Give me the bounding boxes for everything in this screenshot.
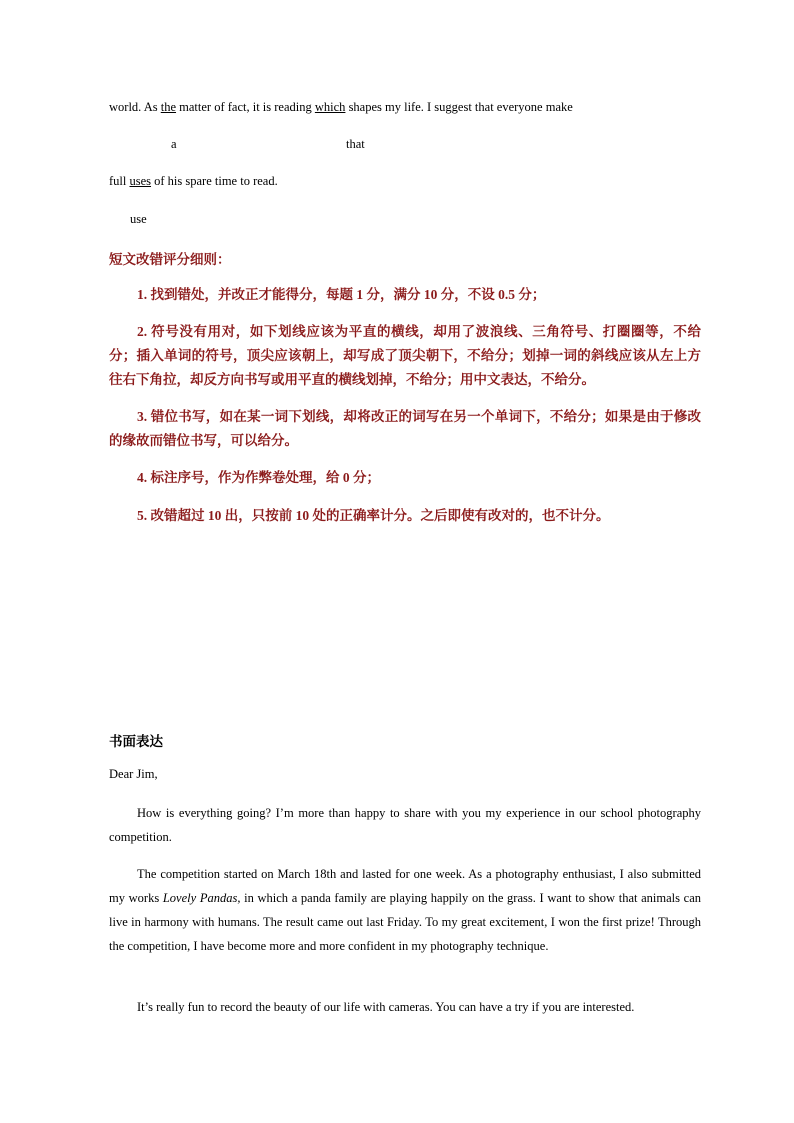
text-segment: of his spare time to read. — [151, 174, 278, 188]
rubric-title: 短文改错评分细则： — [109, 252, 231, 267]
correction-fix-use: use — [130, 212, 147, 226]
correction-fix-that: that — [346, 137, 365, 151]
work-title: Lovely Pandas, — [162, 891, 241, 905]
correction-line-1 — [109, 100, 573, 115]
letter-paragraph-1: How is everything going? I’m more than happy to share with you my experience in our school photography competition. — [109, 806, 701, 844]
letter-paragraph-2 — [109, 862, 701, 958]
rubric-item-1: 1. 找到错处，并改正才能得分，每题 1 分，满分 10 分，不设 0.5 分； — [137, 287, 546, 302]
correction-fix-a: a — [171, 137, 177, 151]
text-segment: shapes my life. I suggest that everyone make — [345, 100, 573, 114]
marked-word-which: which — [314, 100, 346, 114]
rubric-item-2: 2. 符号没有用对，如下划线应该为平直的横线，却用了波浪线、三角符号、打圈圈等，不给分；插入单词的符号，顶尖应该朝上，却写成了顶尖朝下，不给分；划掉一词的斜线应该从左上方往右下角拉，却反方向书写或用平直的横线划掉，不给分；用中文表达，不给分。 — [109, 324, 701, 387]
letter-paragraph-3: It’s really fun to record the beauty of our life with cameras. You can have a try if you are interested. — [137, 1000, 635, 1014]
text-segment: The competition started on March 18th and lasted for one week. As a photography enthusiast, I also submitted my works — [109, 867, 701, 905]
marked-word-the: the — [160, 100, 177, 114]
text-segment: full — [109, 174, 130, 188]
rubric-item-4: 4. 标注序号，作为作弊卷处理，给 0 分； — [137, 470, 380, 485]
rubric-item-5: 5. 改错超过 10 出，只按前 10 处的正确率计分。之后即使有改对的，也不计分。 — [137, 508, 610, 523]
marked-word-uses: uses — [129, 174, 152, 188]
letter-salutation: Dear Jim, — [109, 767, 158, 781]
correction-line-2 — [109, 174, 278, 189]
writing-title: 书面表达 — [109, 734, 163, 749]
text-segment: in which a panda family are playing happily on the grass. I want to show that animals can live in harmony with humans. The result came out last Friday. To my great excitement, I won the first prize! Through the competition, I have become more and more confident in my photography technique. — [109, 891, 702, 953]
text-segment: world. As — [109, 100, 161, 114]
text-segment: matter of fact, it is reading — [176, 100, 315, 114]
rubric-item-3: 3. 错位书写，如在某一词下划线，却将改正的词写在另一个单词下，不给分；如果是由于修改的缘故而错位书写，可以给分。 — [109, 409, 701, 448]
